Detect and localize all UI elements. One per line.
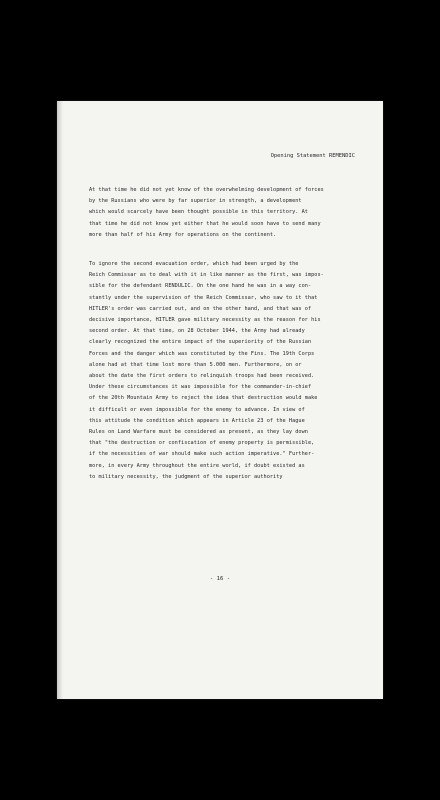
text-line: stantly under the supervision of the Reich Commissar, who saw to it that bbox=[89, 294, 318, 301]
page-binding-edge bbox=[57, 101, 63, 699]
text-line: by the Russians who were by far superior in strength, a development bbox=[89, 198, 302, 205]
text-line: that time he did not know yet either that he would soon have to send many bbox=[89, 220, 321, 227]
text-line: more, in every Army throughout the entire world, if doubt existed as bbox=[89, 462, 305, 469]
text-line: decisive importance, HITLER gave military necessity as the reason for his bbox=[89, 317, 321, 324]
text-line: Reich Commissar as to deal with it in like manner as the first, was impos- bbox=[89, 272, 324, 279]
text-line: alone had at that time lost more than 5.000 men. Furthermore, on or bbox=[89, 361, 302, 368]
text-line: of the 20th Mountain Army to reject the idea that destruction would make bbox=[89, 395, 318, 402]
document-page bbox=[57, 101, 383, 699]
text-line: more than half of his Army for operations on the continent. bbox=[89, 231, 277, 238]
text-line: At that time he did not yet know of the overwhelming development of forces bbox=[89, 187, 324, 193]
text-line: Forces and the danger which was constituted by the Fins. The 19th Corps bbox=[89, 350, 315, 357]
text-line: if the necessities of war should make such action imperative." Further- bbox=[89, 451, 315, 458]
text-line: Rules on Land Warfare must be considered as present, as they lay down bbox=[89, 429, 308, 436]
text-line: it difficult or even impossible for the enemy to advance. In view of bbox=[89, 406, 305, 413]
paragraph-2 bbox=[89, 259, 357, 483]
text-line: this attitude the condition which appears in Article 23 of the Hague bbox=[89, 417, 305, 424]
text-line: Under these circumstances it was impossible for the commander-in-chief bbox=[89, 384, 312, 391]
text-line: about the date the first orders to relinquish troops had been received. bbox=[89, 373, 315, 380]
text-line: clearly recognized the entire impact of the superiority of the Russian bbox=[89, 339, 312, 346]
text-line: To ignore the second evacuation order, which had been urged by the bbox=[89, 261, 299, 268]
body-text bbox=[89, 185, 357, 501]
text-line: that "the destruction or confiscation of enemy property is permissible, bbox=[89, 440, 315, 447]
text-line: sible for the defendant RENDULIC. On the one hand he was in a way con- bbox=[89, 283, 312, 290]
text-line: which would scarcely have been thought possible in this territory. At bbox=[89, 209, 308, 216]
paragraph-1 bbox=[89, 185, 357, 241]
text-line: second order. At that time, on 28 October 1944, the Army had already bbox=[89, 328, 305, 335]
text-line: to military necessity, the judgment of the superior authority bbox=[89, 473, 283, 480]
page-number: - 16 - bbox=[209, 576, 231, 582]
text-line: HITLER's order was carried out, and on the other hand, and that was of bbox=[89, 305, 312, 312]
page-header: Opening Statement REMENDIC bbox=[270, 153, 355, 159]
